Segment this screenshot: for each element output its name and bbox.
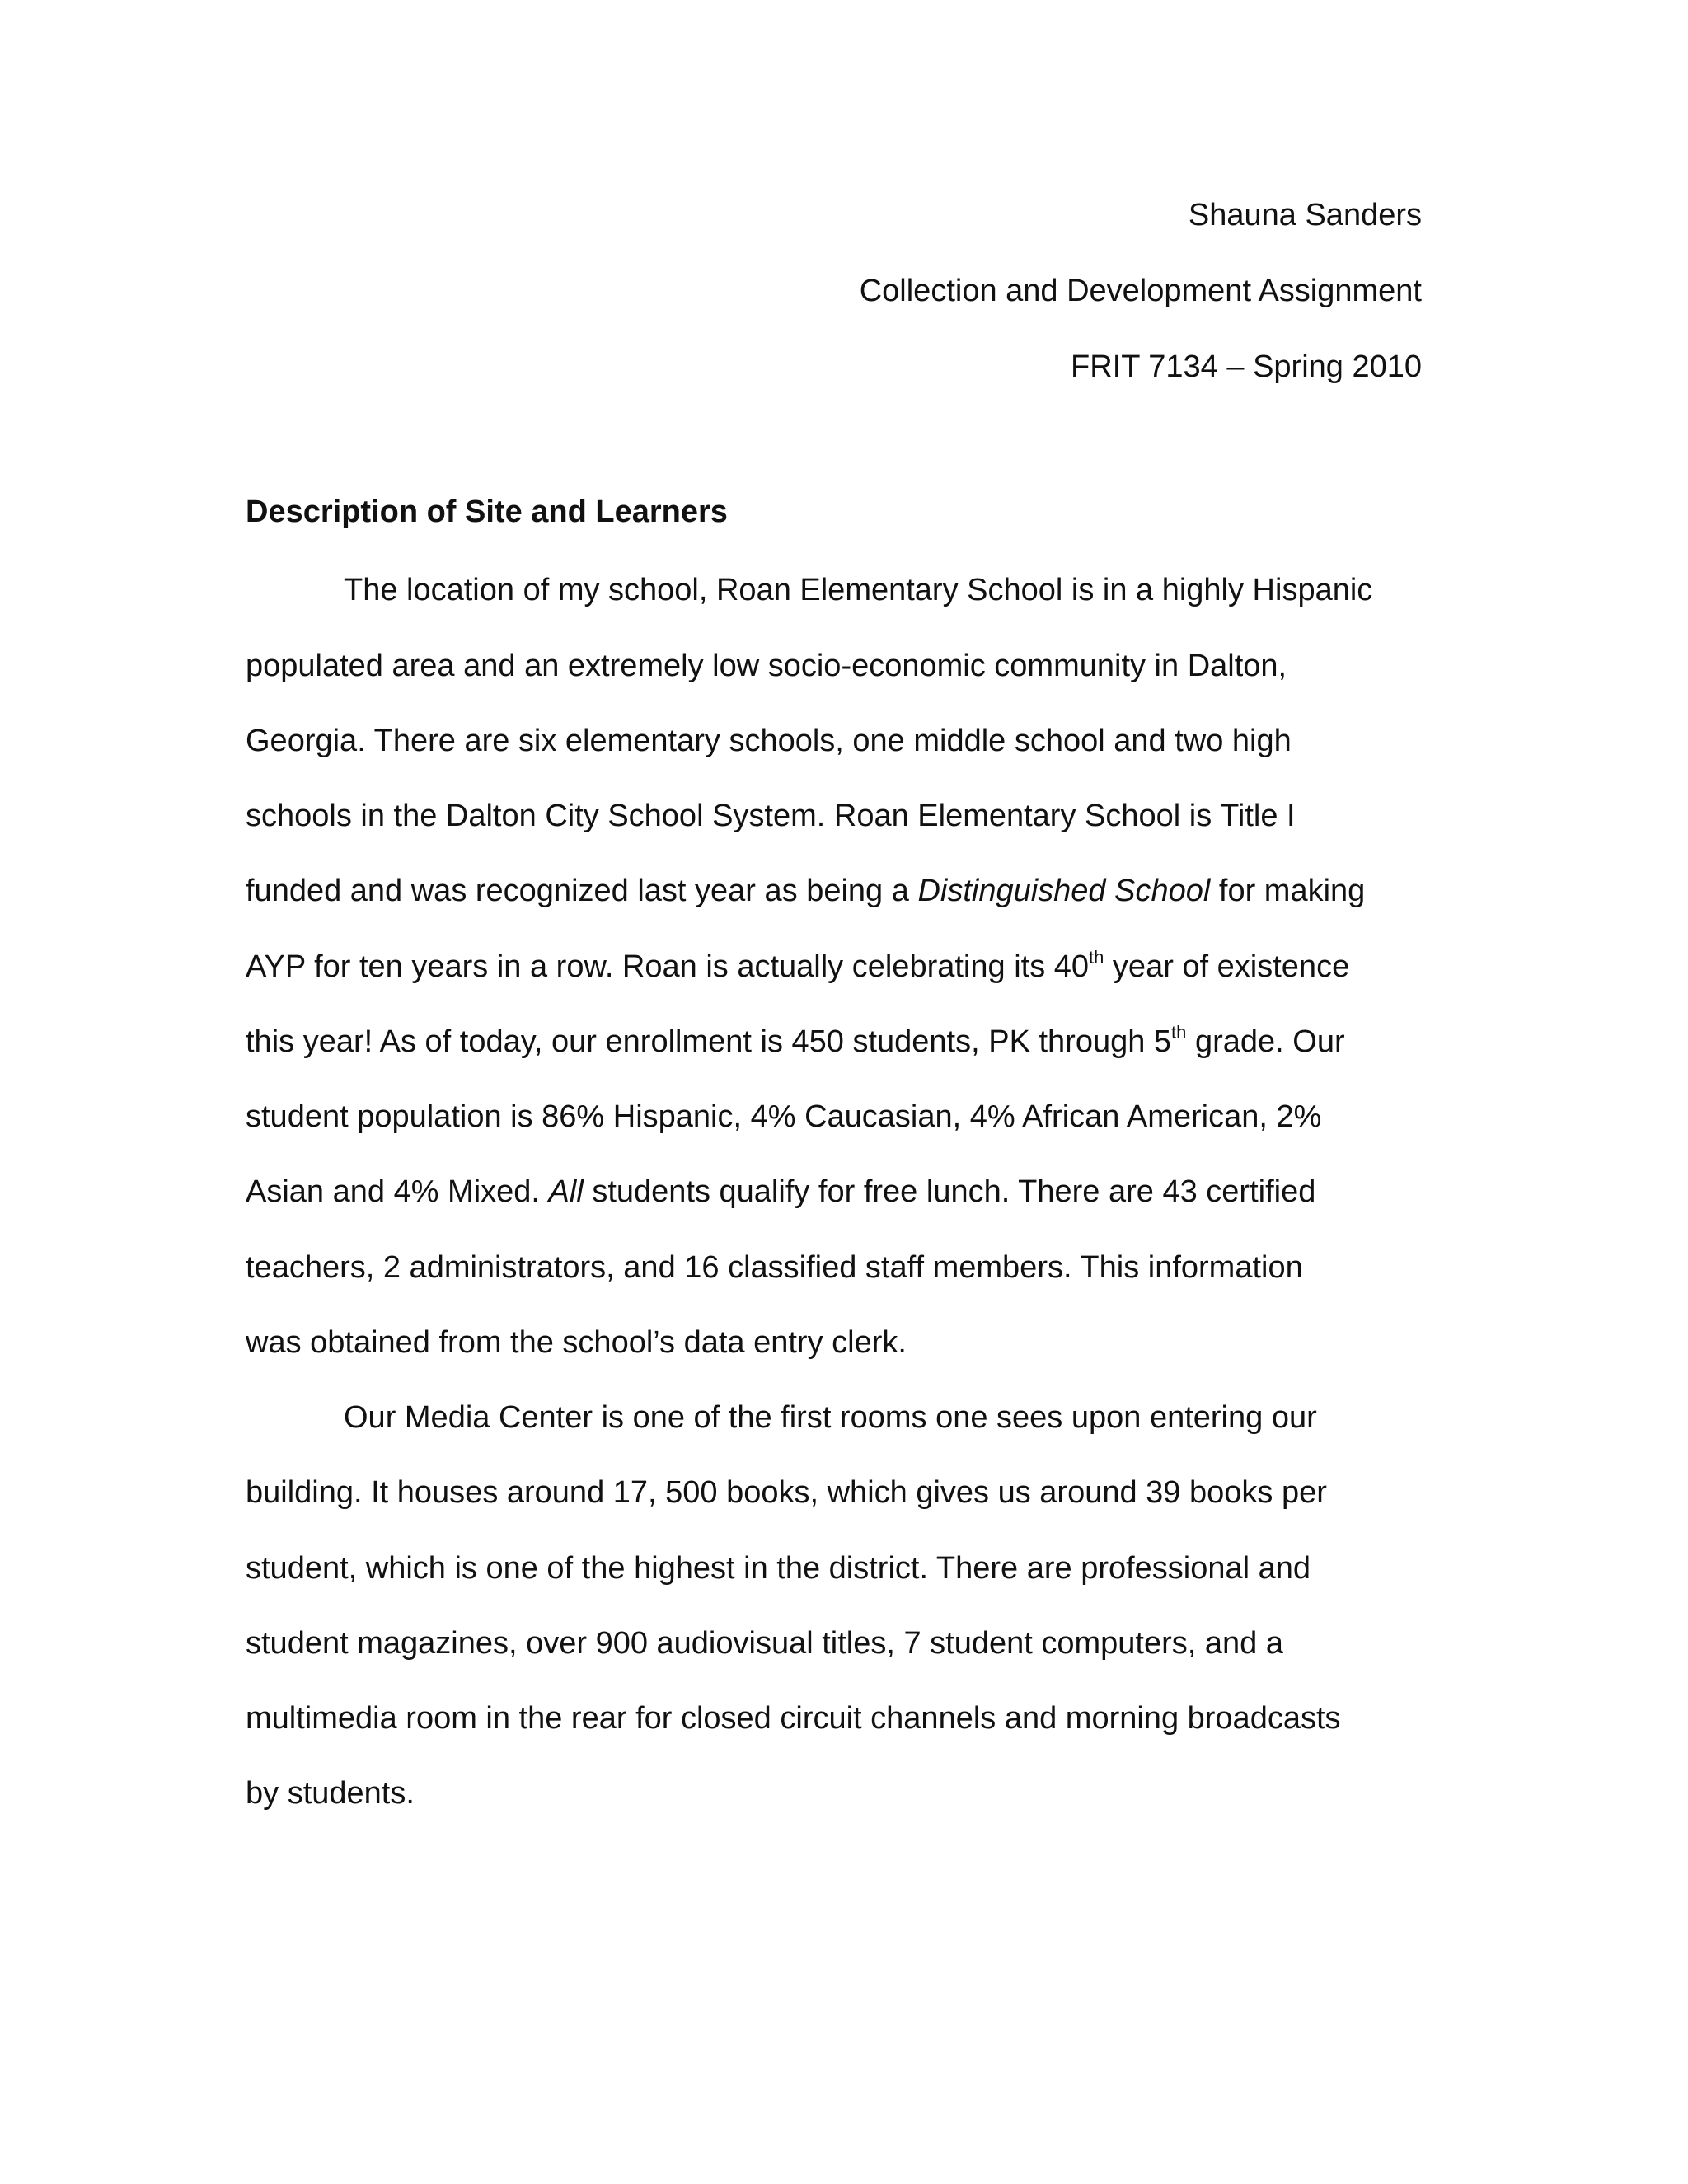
paragraph-line: [246, 1023, 1345, 1061]
paragraph-line: [246, 1173, 1315, 1211]
paragraph-line: [246, 872, 1365, 910]
paragraph-line: Our Media Center is one of the first rooms one sees upon entering our: [344, 1400, 1317, 1435]
paragraph-line: by students.: [246, 1776, 415, 1811]
text-segment: grade. Our: [1186, 1024, 1345, 1059]
paragraph-line: building. It houses around 17, 500 books, which gives us around 39 books per: [246, 1475, 1327, 1510]
paragraph-line: teachers, 2 administrators, and 16 classified staff members. This information: [246, 1250, 1303, 1285]
paragraph-line: schools in the Dalton City School System. Roan Elementary School is Title I: [246, 799, 1296, 833]
text-segment: AYP for ten years in a row. Roan is actually celebrating its 40: [246, 949, 1090, 984]
text-segment: funded and was recognized last year as being a: [246, 874, 918, 908]
paragraph-line: The location of my school, Roan Elementary School is in a highly Hispanic: [344, 573, 1373, 607]
text-segment: year of existence: [1104, 949, 1350, 984]
paragraph-line: student population is 86% Hispanic, 4% Caucasian, 4% African American, 2%: [246, 1099, 1322, 1134]
section-heading: Description of Site and Learners: [246, 494, 728, 529]
text-segment: this year! As of today, our enrollment is 450 students, PK through 5: [246, 1024, 1172, 1059]
italic-text: Distinguished School: [917, 874, 1211, 908]
superscript: th: [1089, 947, 1104, 968]
paragraph-line: student, which is one of the highest in the district. There are professional and: [246, 1551, 1311, 1586]
paragraph-line: was obtained from the school’s data entry clerk.: [246, 1325, 907, 1360]
author-name: Shauna Sanders: [1188, 198, 1422, 232]
paragraph-line: student magazines, over 900 audiovisual titles, 7 student computers, and a: [246, 1626, 1283, 1661]
text-segment: for making: [1210, 874, 1366, 908]
paragraph-line: [246, 948, 1349, 986]
superscript: th: [1171, 1022, 1187, 1043]
assignment-title: Collection and Development Assignment: [859, 274, 1422, 308]
course-info: FRIT 7134 – Spring 2010: [1070, 349, 1422, 384]
text-segment: Asian and 4% Mixed.: [246, 1174, 549, 1209]
text-segment: students qualify for free lunch. There are 43 certified: [583, 1174, 1316, 1209]
paragraph-line: Georgia. There are six elementary schools, one middle school and two high: [246, 724, 1292, 758]
paragraph-line: multimedia room in the rear for closed circuit channels and morning broadcasts: [246, 1701, 1341, 1736]
italic-text: All: [548, 1174, 584, 1209]
paragraph-line: populated area and an extremely low socio-economic community in Dalton,: [246, 649, 1287, 683]
